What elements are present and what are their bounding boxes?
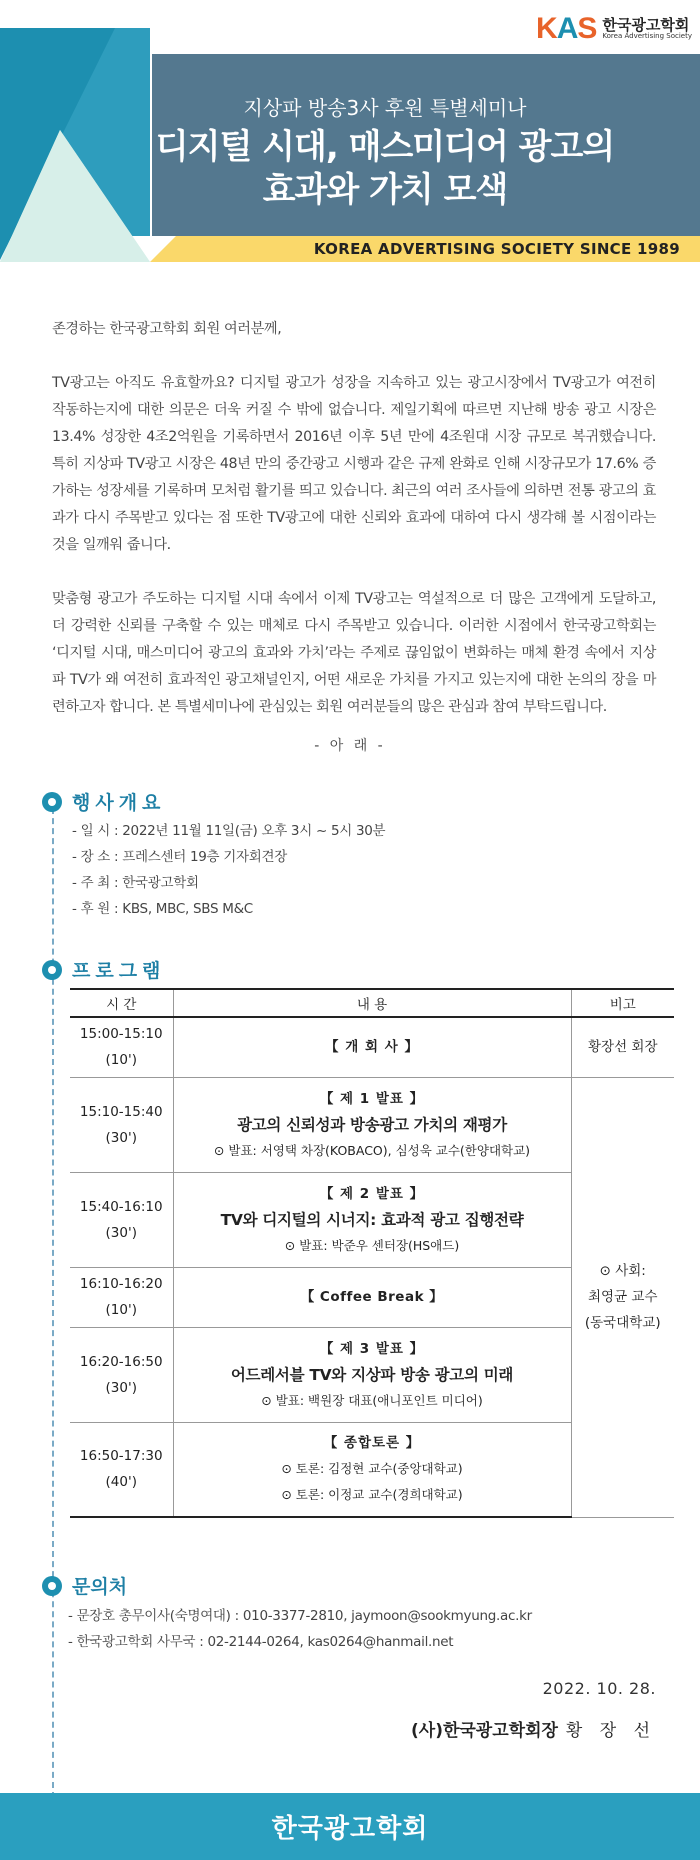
time-cell: 15:40-16:10 (30')	[70, 1172, 173, 1267]
invitation-letter	[52, 316, 656, 748]
seminar-title	[150, 126, 620, 211]
footer-text: 한국광고학회	[271, 1814, 429, 1844]
title-line-2: 효과와 가치 모색	[262, 169, 508, 210]
content-cell: 【 Coffee Break 】	[173, 1267, 571, 1327]
col-header-note: 비고	[571, 989, 674, 1017]
letter-paragraph-2: 맞춤형 광고가 주도하는 디지털 시대 속에서 이제 TV광고는 역설적으로 더 많은 고객에게 도달하고, 더 강력한 신뢰를 구축할 수 있는 매체로 다시 주목받고 있습니다. 이러한 시점에서 한국광고학회는 ‘디지털 시대, 매스미디어 광고의 효과와 가치’라는 주제로 끊임없이 변화하는 매체 환경 속에서 지상파 TV가 왜 여전히 효과적인 광고채널인지, 어떤 새로운 가치를 가지고 있는지에 대한 논의의 장을 마련하고자 합니다. 본 특별세미나에 관심있는 회원 여러분들의 많은 관심과 참여 부탁드립니다.	[52, 591, 656, 715]
table-header-row	[70, 989, 674, 1017]
table-row	[70, 1077, 674, 1172]
notice-heading: - 아 래 -	[314, 738, 386, 754]
note-cell: 황장선 회장	[571, 1017, 674, 1077]
contact-title: 문의처	[72, 1576, 128, 1598]
overview-heading	[42, 788, 165, 815]
speaker: ⊙ 발표: 박준우 센터장(HS애드)	[284, 1237, 460, 1253]
content-cell: 【 제 2 발표 】 TV와 디지털의 시너지: 효과적 광고 집행전략 ⊙ 발표: 박준우 센터장(HS애드)	[173, 1172, 571, 1267]
contact-item: - 문장호 총무이사(숙명여대) : 010-3377-2810, jaymoon@sookmyung.ac.kr	[68, 1608, 532, 1624]
timeline-dot-icon	[42, 792, 62, 812]
program-table	[70, 988, 674, 1518]
signature-name: 황 장 선	[565, 1721, 656, 1741]
time-cell: 15:00-15:10 (10')	[70, 1017, 173, 1077]
since-band-text: KOREA ADVERTISING SOCIETY SINCE 1989	[313, 240, 680, 258]
overview-item: - 주 최 : 한국광고학회	[72, 875, 199, 891]
contact-item: - 한국광고학회 사무국 : 02-2144-0264, kas0264@hanmail.net	[68, 1634, 454, 1650]
signature	[411, 1716, 656, 1741]
overview-list	[72, 818, 385, 922]
seminar-subtitle: 지상파 방송3사 후원 특별세미나	[243, 96, 527, 120]
col-header-time: 시 간	[70, 989, 173, 1017]
time-cell: 16:20-16:50 (30')	[70, 1327, 173, 1422]
signature-org: (사)한국광고학회장	[411, 1721, 558, 1741]
footer-bar	[0, 1793, 700, 1860]
kas-logo	[536, 14, 692, 44]
timeline-dashed-line	[52, 798, 54, 1798]
speaker: ⊙ 발표: 서영택 차장(KOBACO), 심성욱 교수(한양대학교)	[213, 1142, 531, 1158]
overview-item: - 후 원 : KBS, MBC, SBS M&C	[72, 901, 253, 917]
talk-title: 어드레서블 TV와 지상파 방송 광고의 미래	[230, 1365, 514, 1384]
speaker: ⊙ 발표: 백원장 대표(애니포인트 미디어)	[261, 1392, 483, 1408]
logo-name-en: Korea Advertising Society	[602, 32, 692, 41]
speaker: ⊙ 토론: 이정교 교수(경희대학교)	[281, 1487, 463, 1503]
header-banner	[0, 0, 700, 262]
col-header-content: 내 용	[173, 989, 571, 1017]
talk-title: 광고의 신뢰성과 방송광고 가치의 재평가	[237, 1115, 507, 1134]
moderator-cell: ⊙ 사회: 최영균 교수 (동국대학교)	[571, 1077, 674, 1517]
content-cell: 【 개 회 사 】	[173, 1017, 571, 1077]
greeting: 존경하는 한국광고학회 회원 여러분께,	[52, 321, 282, 337]
timeline-dot-icon	[42, 960, 62, 980]
program-title: 프로그램	[72, 960, 166, 982]
time-cell: 16:50-17:30 (40')	[70, 1422, 173, 1517]
overview-title: 행사개요	[72, 792, 166, 814]
program-heading	[42, 956, 165, 983]
time-cell: 16:10-16:20 (10')	[70, 1267, 173, 1327]
content-cell: 【 제 3 발표 】 어드레서블 TV와 지상파 방송 광고의 미래 ⊙ 발표: 백원장 대표(애니포인트 미디어)	[173, 1327, 571, 1422]
timeline-dot-icon	[42, 1576, 62, 1596]
talk-title: TV와 디지털의 시너지: 효과적 광고 집행전략	[220, 1210, 524, 1229]
title-line-1: 디지털 시대, 매스미디어 광고의	[155, 127, 615, 167]
contact-list	[68, 1603, 532, 1655]
letter-paragraph-1: TV광고는 아직도 유효할까요? 디지털 광고가 성장을 지속하고 있는 광고시장에서 TV광고가 여전히 작동하는지에 대한 의문은 더욱 커질 수 밖에 없습니다. 제일기획에 따르면 지난해 방송 광고 시장은 13.4% 성장한 4조2억원을 기록하면서 2016년 이후 5년 만에 4조원대 시장 규모로 복귀했습니다. 특히 지상파 TV광고 시장은 48년 만의 중간광고 시행과 같은 규제 완화로 인해 시장규모가 17.6% 증가하는 성장세를 기록하며 모처럼 활기를 띄고 있습니다. 최근의 여러 조사들에 의하면 전통 광고의 효과가 다시 주목받고 있다는 점 또한 TV광고에 대한 신뢰와 효과에 대하여 다시 생각해 볼 시점이라는 것을 일깨워 줍니다.	[52, 375, 656, 553]
contact-heading	[42, 1572, 127, 1599]
time-cell: 15:10-15:40 (30')	[70, 1077, 173, 1172]
content-cell: 【 제 1 발표 】 광고의 신뢰성과 방송광고 가치의 재평가 ⊙ 발표: 서영택 차장(KOBACO), 심성욱 교수(한양대학교)	[173, 1077, 571, 1172]
table-row	[70, 1017, 674, 1077]
overview-item: - 장 소 : 프레스센터 19층 기자회견장	[72, 849, 287, 865]
logo-name-ko: 한국광고학회	[602, 15, 690, 34]
letter-date: 2022. 10. 28.	[542, 1679, 656, 1698]
logo-mark: KAS	[536, 12, 597, 45]
speaker: ⊙ 토론: 김정현 교수(중앙대학교)	[281, 1461, 463, 1477]
content-cell: 【 종합토론 】 ⊙ 토론: 김정현 교수(중앙대학교) ⊙ 토론: 이정교 교수(경희대학교)	[173, 1422, 571, 1517]
overview-item: - 일 시 : 2022년 11월 11일(금) 오후 3시 ~ 5시 30분	[72, 823, 386, 839]
